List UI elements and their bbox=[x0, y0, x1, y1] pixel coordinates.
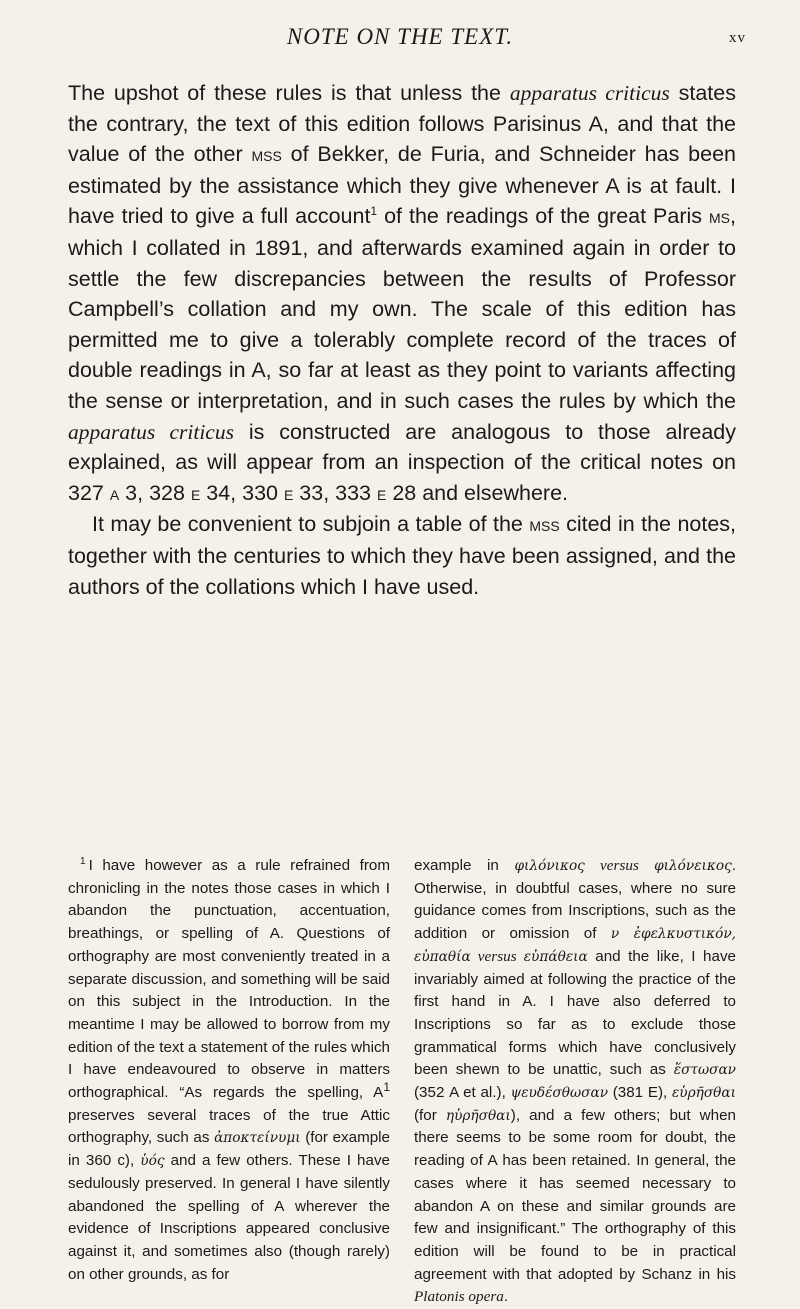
footnote-ref: 1 bbox=[370, 204, 378, 219]
footnote-column-left: $^1$ I have however as a rule refrained from chronicling in the notes those cases in which I abandon the punctuation, accentuation, breathings, or spelling of A. Questions of orthography are most conveniently treated in a separate discussion, and something will be said on this subject in the Introduction. In the meantime I may be allowed to borrow from my edition of the text a statement of the rules which I have endeavoured to observe in matters orthographical. “As regards the spelling, A$^1$ preserves several traces of the true Attic orthography, such as ἀποκτείνυμι (for example in 360 c), ὑός and a few others. These I have sedulously preserved. In general I have silently abandoned the spelling of A wherever the evidence of Inscriptions appeared conclusive against it, and sometimes also (though rarely) on other grounds, as for bbox=[68, 855, 390, 1283]
footnote bbox=[68, 855, 736, 1309]
footnote-number: 1 bbox=[80, 855, 86, 867]
paragraph-2: It may be convenient to subjoin a table of the mss cited in the notes, together with the centuries to which they have been assigned, and the authors of the collations which I have used. bbox=[68, 512, 737, 599]
body-text bbox=[68, 78, 736, 602]
page-number: xv bbox=[729, 30, 746, 46]
paragraph-1: The upshot of these rules is that unless the apparatus criticus states the contrary, the text of this edition follows Parisinus A, and that the value of the other mss of Bekker, de Furia, and Schneider has been estimated by the assistance which they give whenever A is at fault. I have tried to give a full account$^1$ of the readings of the great Paris ms, which I collated in 1891, and afterwards examined again in order to settle the few discrepancies between the results of Professor Campbell’s collation and my own. The scale of this edition has permitted me to give a tolerably complete record of the traces of double readings in A, so far at least as they point to variants affecting the sense or interpretation, and in such cases the rules by which the apparatus criticus is constructed are analogous to those already explained, as will appear from an inspection of the critical notes on 327 a 3, 328 e 34, 330 e 33, 333 e 28 and elsewhere. bbox=[68, 81, 737, 505]
footnote-column-right: example in φιλόνικος versus φιλόνεικος. Otherwise, in doubtful cases, where no sure guidance comes from Inscriptions, such as the addition or omission of ν ἐφελκυστικόν, εὐπαθία versus εὐπάθεια and the like, I have invariably aimed at following the practice of the first hand in A. I have also deferred to Inscriptions so far as to exclude those grammatical forms which have conclusively been shewn to be unattic, such as ἕστωσαν (352 A et al.), ψευδέσθωσαν (381 E), εὑρῆσθαι (for ηὑρῆσθαι), and a few others; but when there seems to be some room for doubt, the reading of A has been retained. In general, the cases where it has seemed necessary to abandon A on these and similar grounds are few and insignificant.” The orthography of this edition will be found to be in practical agreement with that adopted by Schanz in his Platonis opera. bbox=[414, 857, 736, 1306]
running-title: NOTE ON THE TEXT. bbox=[286, 24, 514, 49]
page-header bbox=[0, 24, 800, 64]
